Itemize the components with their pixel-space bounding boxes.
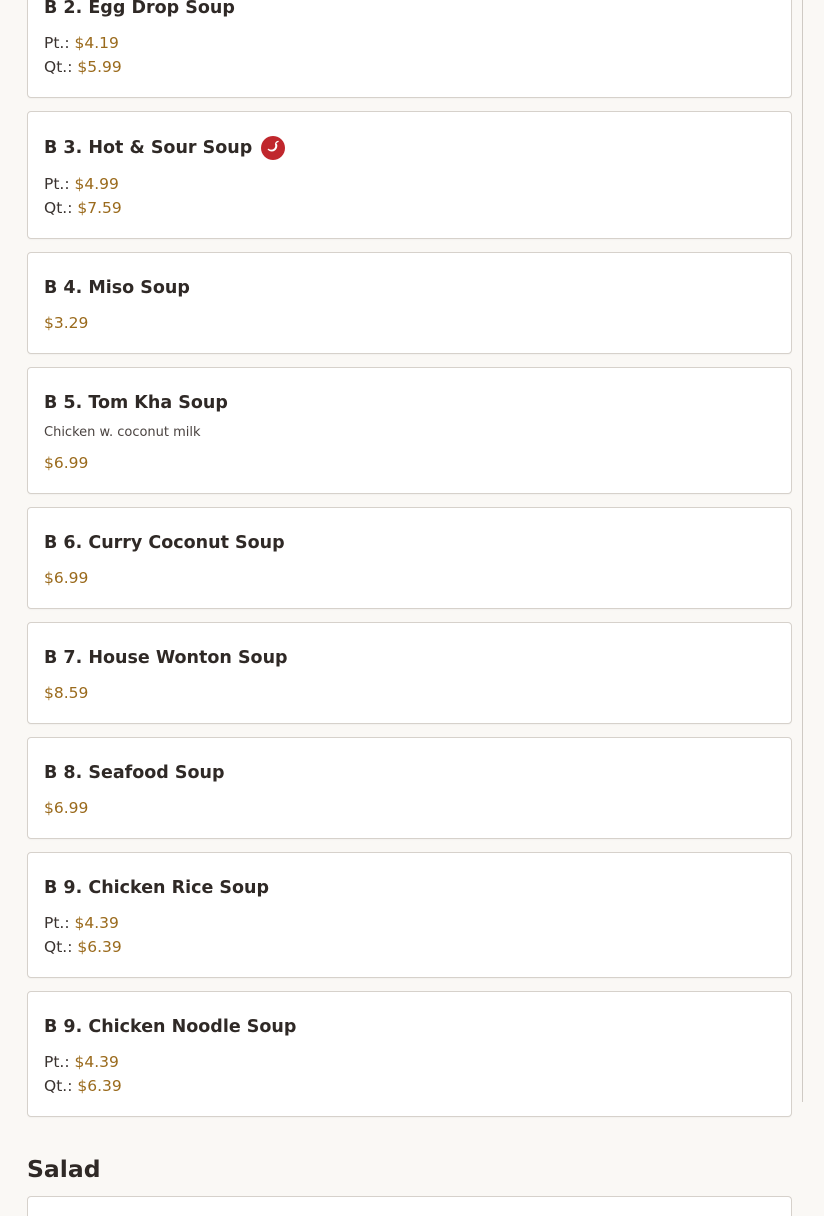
menu-item-list [27,0,792,1216]
menu-item-name: B 3. Hot & Sour Soup [44,138,253,158]
menu-item-name: B 9. Chicken Rice Soup [44,878,270,898]
price-amount: $6.39 [77,1077,122,1095]
menu-item-title [44,1016,775,1038]
menu-item-prices [44,31,775,79]
menu-item-description: Chicken w. coconut milk [44,425,201,440]
price-size-label: Pt.: [44,1053,70,1071]
menu-item-title [44,277,775,299]
menu-item-prices [44,311,775,335]
menu-item-name: B 8. Seafood Soup [44,763,225,783]
price-amount: $3.29 [44,314,89,332]
price-option [44,1074,775,1098]
menu-item-card[interactable] [27,111,792,239]
price-size-label: Qt.: [44,58,73,76]
menu-item-card[interactable] [27,0,792,98]
menu-item-name: B 7. House Wonton Soup [44,648,288,668]
menu-item-title [44,136,775,160]
menu-item-title [44,762,775,784]
menu-item-prices [44,451,775,475]
price-amount: $6.39 [77,938,122,956]
menu-item-prices [44,566,775,590]
price-option [44,196,775,220]
menu-item-name: B 2. Egg Drop Soup [44,0,235,18]
price-option [44,172,775,196]
price-option [44,935,775,959]
price-amount: $4.99 [74,175,119,193]
page-divider [802,0,803,1102]
menu-item-card[interactable] [27,252,792,354]
menu-item-prices [44,1050,775,1098]
price-option [44,911,775,935]
price-amount: $4.19 [74,34,119,52]
menu-item-prices [44,681,775,705]
menu-item-title [44,532,775,554]
menu-item-card[interactable] [27,367,792,494]
menu-item-title [44,0,775,19]
price-size-label: Qt.: [44,199,73,217]
price-amount: $7.59 [77,199,122,217]
menu-item-card[interactable] [27,507,792,609]
menu-item-card[interactable] [27,622,792,724]
price-size-label: Pt.: [44,175,70,193]
price-amount: $4.39 [74,1053,119,1071]
price-option [44,55,775,79]
price-size-label: Pt.: [44,914,70,932]
menu-item-title [44,877,775,899]
chili-pepper-icon [261,136,285,160]
price-size-label: Pt.: [44,34,70,52]
price-amount: $4.39 [74,914,119,932]
price-amount: $6.99 [44,454,89,472]
menu-item-card[interactable] [27,852,792,978]
menu-item-name: B 9. Chicken Noodle Soup [44,1017,297,1037]
price-option [44,1050,775,1074]
menu-item-card[interactable] [27,1196,792,1216]
price-amount: $6.99 [44,569,89,587]
menu-item-card[interactable] [27,991,792,1117]
menu-item-title [44,647,775,669]
price-amount: $5.99 [77,58,122,76]
menu-item-prices [44,911,775,959]
menu-item-title [44,392,775,414]
menu-item-prices [44,796,775,820]
menu-item-name: B 4. Miso Soup [44,278,190,298]
menu-item-name: B 5. Tom Kha Soup [44,393,228,413]
price-size-label: Qt.: [44,938,73,956]
price-option [44,31,775,55]
price-amount: $8.59 [44,684,89,702]
menu-item-card[interactable] [27,737,792,839]
menu-item-name: B 6. Curry Coconut Soup [44,533,285,553]
section-heading-salad: Salad [27,1155,101,1183]
price-size-label: Qt.: [44,1077,73,1095]
price-amount: $6.99 [44,799,89,817]
menu-item-prices [44,172,775,220]
